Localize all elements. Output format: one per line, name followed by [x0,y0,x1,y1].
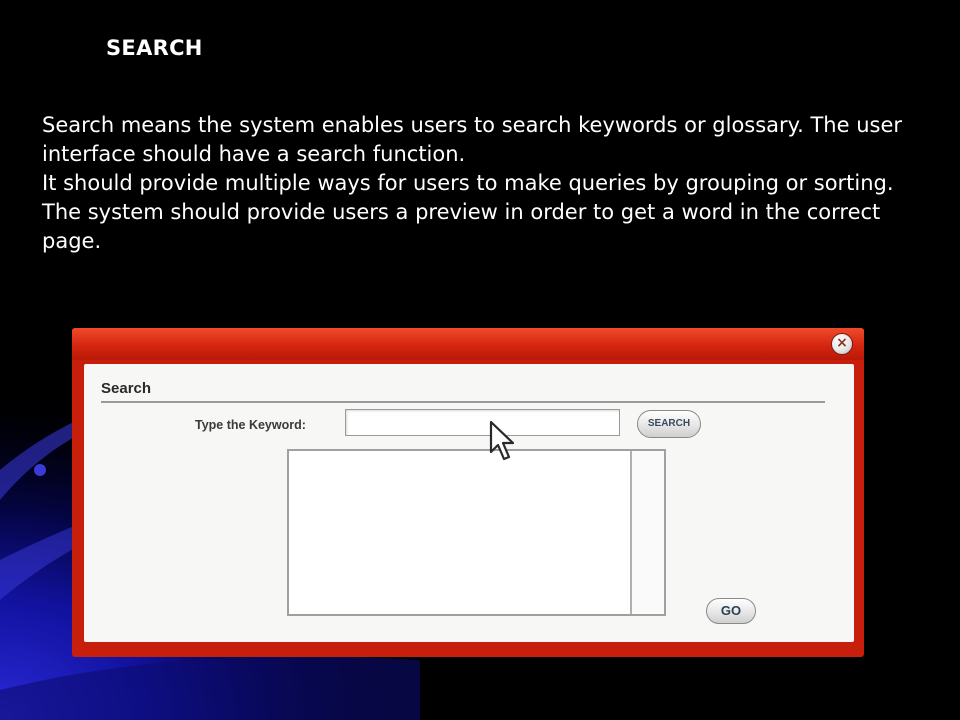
search-dialog [72,328,864,657]
results-scrollbar[interactable] [630,451,664,614]
go-button[interactable]: GO [706,598,756,624]
paragraph-search-definition: Search means the system enables users to search keywords or glossary. The user interface should have a search function. [42,113,903,166]
keyword-label: Type the Keyword: [195,418,306,432]
search-button[interactable]: SEARCH [637,410,701,438]
close-button[interactable]: × [831,333,853,355]
slide-title: SEARCH [106,36,203,60]
dialog-panel [84,364,854,642]
paragraph-query-ways: It should provide multiple ways for users to make queries by grouping or sorting. [42,171,894,195]
results-list[interactable] [287,449,666,616]
paragraph-preview: The system should provide users a preview in order to get a word in the correct page. [42,200,881,253]
panel-divider [101,401,825,403]
dialog-titlebar [72,328,864,360]
mouse-pointer-icon [489,420,519,462]
keyword-input[interactable] [345,409,620,436]
panel-heading: Search [101,380,152,397]
slide-body [42,111,922,256]
